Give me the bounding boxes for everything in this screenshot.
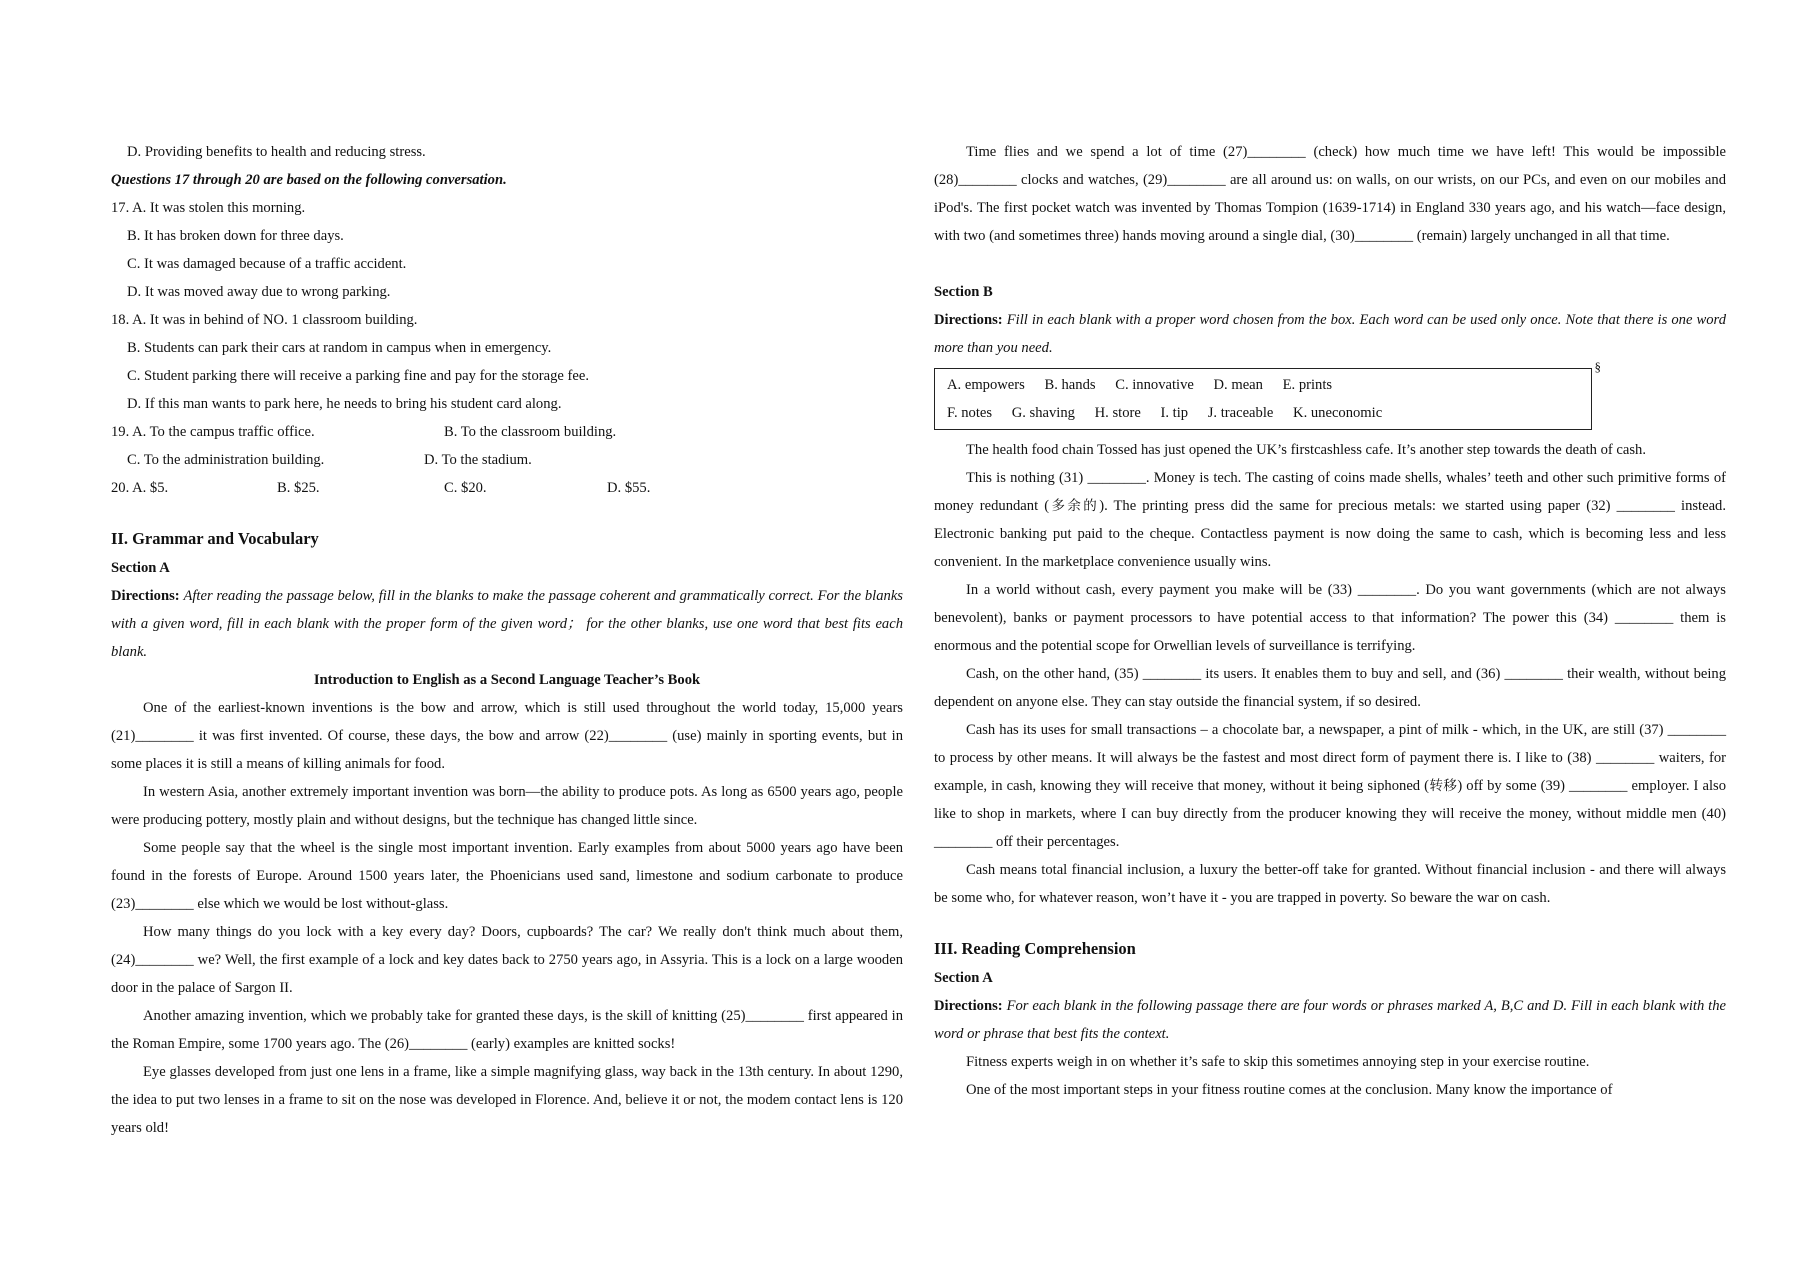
grammar-section-title: II. Grammar and Vocabulary — [111, 529, 319, 548]
right-column — [934, 138, 1726, 1104]
q17-20-heading: Questions 17 through 20 are based on the following conversation. — [111, 172, 507, 188]
q19-option-d: D. To the stadium. — [424, 452, 532, 468]
reading-section-title: III. Reading Comprehension — [934, 939, 1136, 958]
directions-b-label: Directions: — [934, 312, 1003, 328]
q20-row — [111, 474, 903, 502]
q17-option-a: 17. A. It was stolen this morning. — [111, 200, 306, 216]
q19-row-2 — [111, 446, 903, 474]
q18-option-d: D. If this man wants to park here, he needs to bring his student card along. — [127, 396, 562, 412]
word-option: K. uneconomic — [1293, 405, 1383, 421]
section-b-paragraph-4: Cash, on the other hand, (35) ________ its users. It enables them to buy and sell, and (36) ________ their wealth, without being dependent on anyone else. They can stay outside the financial system, if so desired. — [934, 666, 1726, 710]
word-option: A. empowers — [947, 377, 1025, 393]
passage-paragraph-6: Eye glasses developed from just one lens in a frame, like a simple magnifying glass, way back in the 13th century. In about 1290, the idea to put two lenses in a frame to sit on the nose was developed in Florence. And, believe it or not, the modem contact lens is 120 years old! — [111, 1064, 903, 1136]
q17-option-c: C. It was damaged because of a traffic accident. — [127, 256, 407, 272]
passage-paragraph-2: In western Asia, another extremely important invention was born—the ability to produce pots. As long as 6500 years ago, people were producing pottery, mostly plain and without designs, but the technique has changed little since. — [111, 784, 903, 828]
word-option: E. prints — [1282, 377, 1333, 393]
directions-text: After reading the passage below, fill in the blanks to make the passage coherent and grammatically correct. For the blanks with a given word, fill in each blank with the proper form of the given word； for the other blanks, use one word that best fits each blank. — [111, 588, 903, 660]
section-b-label: Section B — [934, 284, 993, 300]
passage-paragraph-3: Some people say that the wheel is the single most important invention. Early examples from about 5000 years ago have been found in the forests of Europe. Around 1500 years later, the Phoenicians used sand, limestone and sodium carbonate to produce (23)________ else which we would be lost without-glass. — [111, 840, 903, 912]
chinese-gloss: 转移 — [1429, 778, 1458, 794]
word-option: J. traceable — [1207, 405, 1274, 421]
q18-option-c: C. Student parking there will receive a parking fine and pay for the storage fee. — [127, 368, 589, 384]
passage-title: Introduction to English as a Second Language Teacher’s Book — [313, 672, 701, 688]
q20-option-b: B. $25. — [277, 480, 320, 496]
section-b-paragraph-1: The health food chain Tossed has just opened the UK’s firstcashless cafe. It’s another step towards the death of cash. — [966, 442, 1646, 458]
q17-option-d: D. It was moved away due to wrong parking. — [127, 284, 391, 300]
word-box-row-2 — [947, 399, 1579, 427]
q18-option-b: B. Students can park their cars at random in campus when in emergency. — [127, 340, 552, 356]
q16-option-d: D. Providing benefits to health and reducing stress. — [127, 144, 426, 160]
word-option: B. hands — [1044, 377, 1096, 393]
q20-option-d: D. $55. — [607, 480, 651, 496]
q19-row-1 — [111, 418, 903, 446]
reading-directions — [934, 992, 1726, 1048]
directions-c-label: Directions: — [934, 998, 1003, 1014]
section-b-paragraph-2: This is nothing (31) ________. Money is tech. The casting of coins made shells, whales’ teeth and other such primitive forms of money redundant (多余的). The printing press did the same for precious metals: we started using paper (32) ________ instead. Electronic banking put paid to the cheque. Contactless payment is now doing the same to cash, which is becoming less and less convenient. In the marketplace convenience usually wins. — [934, 470, 1727, 570]
word-option: G. shaving — [1011, 405, 1075, 421]
left-column — [111, 138, 903, 1142]
q20-option-a: 20. A. $5. — [111, 480, 169, 496]
section-a-label: Section A — [111, 560, 170, 576]
section-b-directions — [934, 306, 1726, 362]
passage-paragraph-4: How many things do you lock with a key every day? Doors, cupboards? The car? We really don't think much about them, (24)________ we? Well, the first example of a lock and key dates back to 2750 years ago, in Assyria. This is a lock on a large wooden door in the palace of Sargon II. — [111, 924, 903, 996]
q18-option-a: 18. A. It was in behind of NO. 1 classroom building. — [111, 312, 418, 328]
q20-option-c: C. $20. — [444, 480, 487, 496]
chinese-gloss: 多余的 — [1049, 498, 1100, 514]
reading-section-a-label: Section A — [934, 970, 993, 986]
word-option: D. mean — [1213, 377, 1263, 393]
word-option: H. store — [1094, 405, 1141, 421]
reading-paragraph-1: Fitness experts weigh in on whether it’s safe to skip this sometimes annoying step in your exercise routine. — [966, 1054, 1590, 1070]
q19-option-a: 19. A. To the campus traffic office. — [111, 424, 315, 440]
grammar-directions — [111, 582, 903, 666]
passage-paragraph-1: One of the earliest-known inventions is the bow and arrow, which is still used throughout the world today, 15,000 years (21)________ it was first invented. Of course, these days, the bow and arrow (22)________ (use) mainly in sporting events, but in some places it is still a means of killing animals for food. — [111, 700, 903, 772]
q19-option-b: B. To the classroom building. — [444, 424, 617, 440]
section-b-paragraph-3: In a world without cash, every payment you make will be (33) ________. Do you want governments (which are not always benevolent), banks or payment processors to have potential access to that information? The power this (34) ________ them is enormous and the potential scope for Orwellian levels of surveillance is terrifying. — [934, 582, 1726, 654]
passage-paragraph-7: Time flies and we spend a lot of time (27)________ (check) how much time we have left! This would be impossible (28)________ clocks and watches, (29)________ are all around us: on walls, on our wrists, on our PCs, and even on our mobiles and iPod's. The first pocket watch was invented by Thomas Tompion (1639-1714) in England 330 years ago, and his watch—face design, with two (and sometimes three) hands moving around a single dial, (30)________ (remain) largely unchanged in all that time. — [934, 144, 1726, 244]
directions-label: Directions: — [111, 588, 180, 604]
word-option: I. tip — [1160, 405, 1189, 421]
q19-option-c: C. To the administration building. — [127, 452, 325, 468]
word-box-row-1 — [947, 371, 1579, 399]
word-option: C. innovative — [1115, 377, 1194, 393]
q17-option-b: B. It has broken down for three days. — [127, 228, 344, 244]
box-mark: § — [1594, 359, 1601, 374]
word-option: F. notes — [947, 405, 993, 421]
directions-b-text: Fill in each blank with a proper word chosen from the box. Each word can be used only once. Note that there is one word more than you need. — [934, 312, 1726, 356]
word-box — [934, 359, 1601, 430]
directions-c-text: For each blank in the following passage there are four words or phrases marked A, B,C and D. Fill in each blank with the word or phrase that best fits the context. — [934, 998, 1726, 1042]
passage-paragraph-5: Another amazing invention, which we probably take for granted these days, is the skill of knitting (25)________ first appeared in the Roman Empire, some 1700 years ago. The (26)________ (early) examples are knitted socks! — [111, 1008, 903, 1052]
reading-paragraph-2: One of the most important steps in your fitness routine comes at the conclusion. Many know the importance of — [966, 1082, 1613, 1098]
section-b-paragraph-6: Cash means total financial inclusion, a luxury the better-off take for granted. Without financial inclusion - and there will always be some who, for whatever reason, won’t have it - you are trapped in poverty. So beware the war on cash. — [934, 862, 1726, 906]
section-b-paragraph-5: Cash has its uses for small transactions – a chocolate bar, a newspaper, a pint of milk - which, in the UK, are still (37) ________ to process by other means. It will always be the fastest and most direct form of payment there is. I like to (38) ________ waiters, for example, in cash, knowing they will receive that money, without it being siphoned (转移) off by some (39) ________ employer. I also like to shop in markets, where I can buy directly from the producer knowing they will receive the money, without middle men (40) ________ off their percentages. — [934, 722, 1726, 850]
